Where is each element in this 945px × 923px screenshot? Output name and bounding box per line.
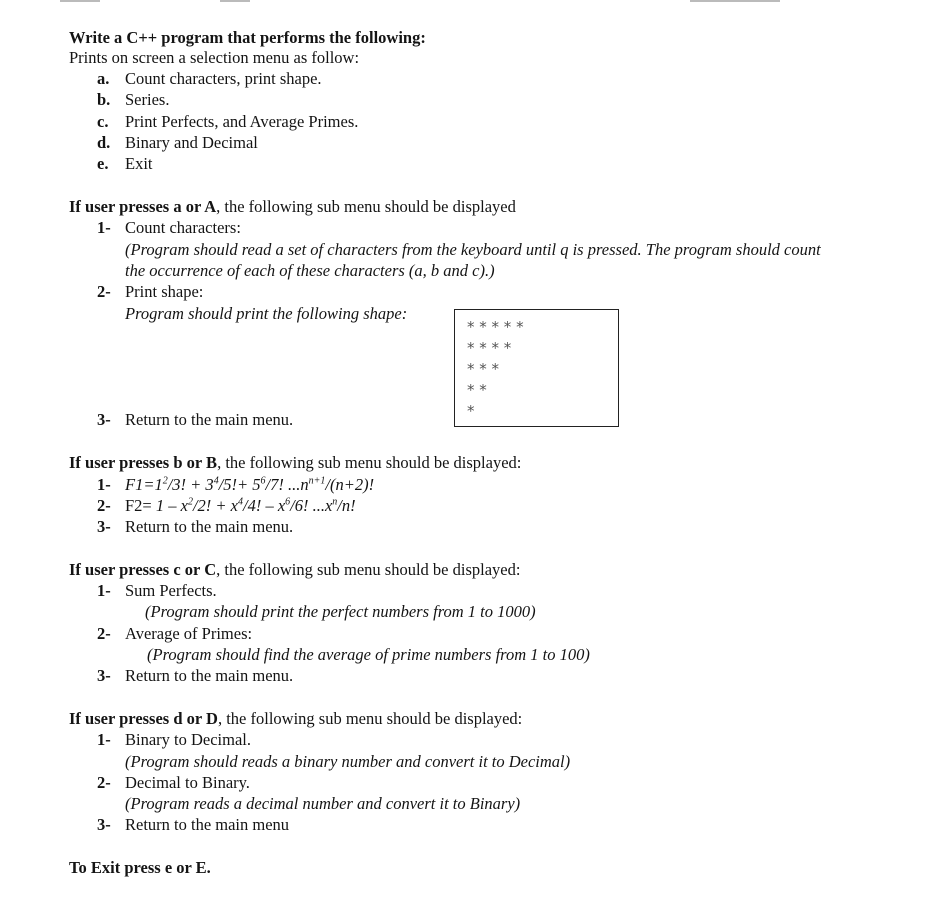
item-number: 2- [97, 496, 111, 515]
item-number: 3- [97, 815, 111, 834]
section-b-lead-rest: , the following sub menu should be displayed: [217, 453, 522, 472]
section-c-item-1 [97, 581, 217, 601]
menu-item-a [97, 69, 322, 89]
item-number: 1- [97, 475, 111, 494]
item-number: 2- [97, 773, 111, 792]
item-text: Return to the main menu. [125, 666, 294, 685]
item-number: 3- [97, 517, 111, 536]
series-f1-formula: $F1=1^2/3$! + $3^4/5!+ 5^6/7$! $...n^{n+1}/(n+2)$! [125, 475, 375, 494]
menu-item-c [97, 112, 358, 132]
menu-item-e [97, 154, 153, 174]
section-d-item-1 [97, 730, 251, 750]
section-d-lead: If user presses d or D [69, 709, 218, 728]
section-c-note-2: (Program should find the average of prime numbers from 1 to 100) [147, 645, 590, 664]
intro-text: Prints on screen a selection menu as follow: [69, 48, 360, 67]
section-a-note-1-line-1: (Program should read a set of characters from the keyboard until q is pressed. The program should count [125, 240, 821, 259]
section-c-item-3 [97, 666, 293, 686]
section-d-item-2 [97, 773, 250, 793]
menu-text: Print Perfects, and Average Primes. [125, 112, 359, 131]
item-number: 3- [97, 666, 111, 685]
item-text: Average of Primes: [125, 624, 253, 643]
item-number: 2- [97, 624, 111, 643]
section-d-heading [69, 709, 522, 729]
section-c-lead: If user presses c or C [69, 560, 217, 579]
star-shape-box [454, 309, 619, 427]
section-c-heading [69, 560, 520, 580]
section-a-lead-rest: , the following sub menu should be displayed [216, 197, 516, 216]
menu-label: c. [97, 112, 109, 131]
menu-text: Count characters, print shape. [125, 69, 322, 88]
section-b-lead: If user presses b or B [69, 453, 218, 472]
item-text: Decimal to Binary. [125, 773, 250, 792]
star-row: * * * [467, 360, 500, 378]
section-d-note-2: (Program reads a decimal number and convert it to Binary) [125, 794, 521, 813]
section-a-heading [69, 197, 516, 217]
star-row: * * * * * [467, 318, 524, 336]
menu-text: Series. [125, 90, 170, 109]
section-d-lead-rest: , the following sub menu should be displayed: [217, 709, 523, 728]
item-number: 1- [97, 218, 111, 237]
section-c-item-2 [97, 624, 252, 644]
item-text: Count characters: [125, 218, 241, 237]
section-b-item-1 [97, 475, 374, 495]
item-text: Return to the main menu [125, 815, 290, 834]
star-row: * * [467, 381, 487, 399]
menu-label: a. [97, 69, 110, 88]
menu-item-d [97, 133, 258, 153]
exit-instruction: To Exit press e or E. [69, 858, 211, 877]
section-a-note-1-line-2: the occurrence of each of these characters (a, b and c).) [125, 261, 495, 280]
item-text: Sum Perfects. [125, 581, 217, 600]
series-f2-formula: $F2= 1 - x^2/2$! + $x^4/4$! – $x^6/6$! $...x^n/n$! [125, 496, 356, 515]
section-d-item-3 [97, 815, 289, 835]
section-b-item-2 [97, 496, 356, 516]
menu-label: e. [97, 154, 109, 173]
item-number: 3- [97, 410, 111, 429]
section-c-lead-rest: , the following sub menu should be displayed: [216, 560, 521, 579]
item-number: 1- [97, 730, 111, 749]
item-text: Print shape: [125, 282, 204, 301]
item-number: 1- [97, 581, 111, 600]
section-c-note-1: (Program should print the perfect numbers from 1 to 1000) [145, 602, 536, 621]
section-d-note-1: (Program should reads a binary number and convert it to Decimal) [125, 752, 571, 771]
star-row: * [467, 402, 475, 420]
item-number: 2- [97, 282, 111, 301]
section-b-item-3 [97, 517, 293, 537]
star-row: * * * * [467, 339, 512, 357]
section-a-item-1 [97, 218, 241, 238]
section-a-note-2: Program should print the following shape: [125, 304, 408, 323]
page-title: Write a C++ program that performs the following: [69, 28, 426, 47]
item-text: Return to the main menu. [125, 410, 294, 429]
menu-text: Binary and Decimal [125, 133, 258, 152]
section-a-item-2 [97, 282, 203, 302]
menu-item-b [97, 90, 169, 110]
item-text: Return to the main menu. [125, 517, 294, 536]
section-a-item-3 [97, 410, 293, 430]
menu-label: d. [97, 133, 111, 152]
section-a-lead: If user presses a or A [69, 197, 217, 216]
section-b-heading [69, 453, 521, 473]
menu-label: b. [97, 90, 111, 109]
item-text: Binary to Decimal. [125, 730, 252, 749]
clipped-header-fragments [0, 0, 945, 4]
menu-text: Exit [125, 154, 153, 173]
